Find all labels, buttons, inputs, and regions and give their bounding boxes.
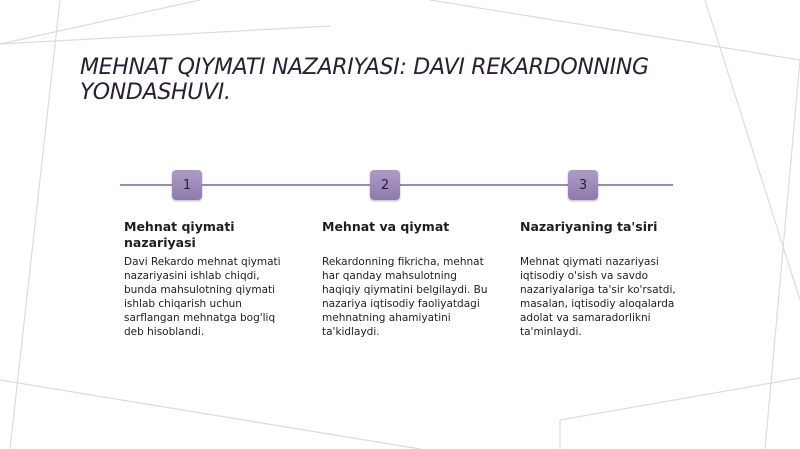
step-heading: Mehnat qiymati nazariyasi (124, 219, 235, 250)
timeline-step-1 (124, 219, 292, 339)
slide-title: MEHNAT QIYMATI NAZARIYASI: DAVI REKARDONNING YONDASHUVI. (80, 55, 649, 105)
step-marker-1: 1 (172, 170, 202, 200)
step-description: Mehnat qiymati nazariyasi iqtisodiy o'sish va savdo nazariyalariga ta'sir ko'rsatdi, masalan, iqtisodiy aloqalarda adolat va samaradorlikni ta'minlaydi. (520, 256, 676, 338)
timeline-step-2 (322, 219, 490, 339)
step-marker-3: 3 (568, 170, 598, 200)
step-marker-2: 2 (370, 170, 400, 200)
step-description: Davi Rekardo mehnat qiymati nazariyasini ishlab chiqdi, bunda mahsulotning qiymati ishlab chiqarish uchun sarflangan mehnatga bog'liq deb hisoblandi. (124, 256, 281, 338)
step-heading: Mehnat va qiymat (322, 219, 450, 234)
timeline-step-3 (520, 219, 690, 339)
step-description: Rekardonning fikricha, mehnat har qanday mahsulotning haqiqiy qiymatini belgilaydi. Bu nazariya iqtisodiy faoliyatdagi mehnatning ahamiyatini ta'kidlaydi. (322, 256, 488, 338)
step-heading: Nazariyaning ta'siri (520, 219, 658, 234)
